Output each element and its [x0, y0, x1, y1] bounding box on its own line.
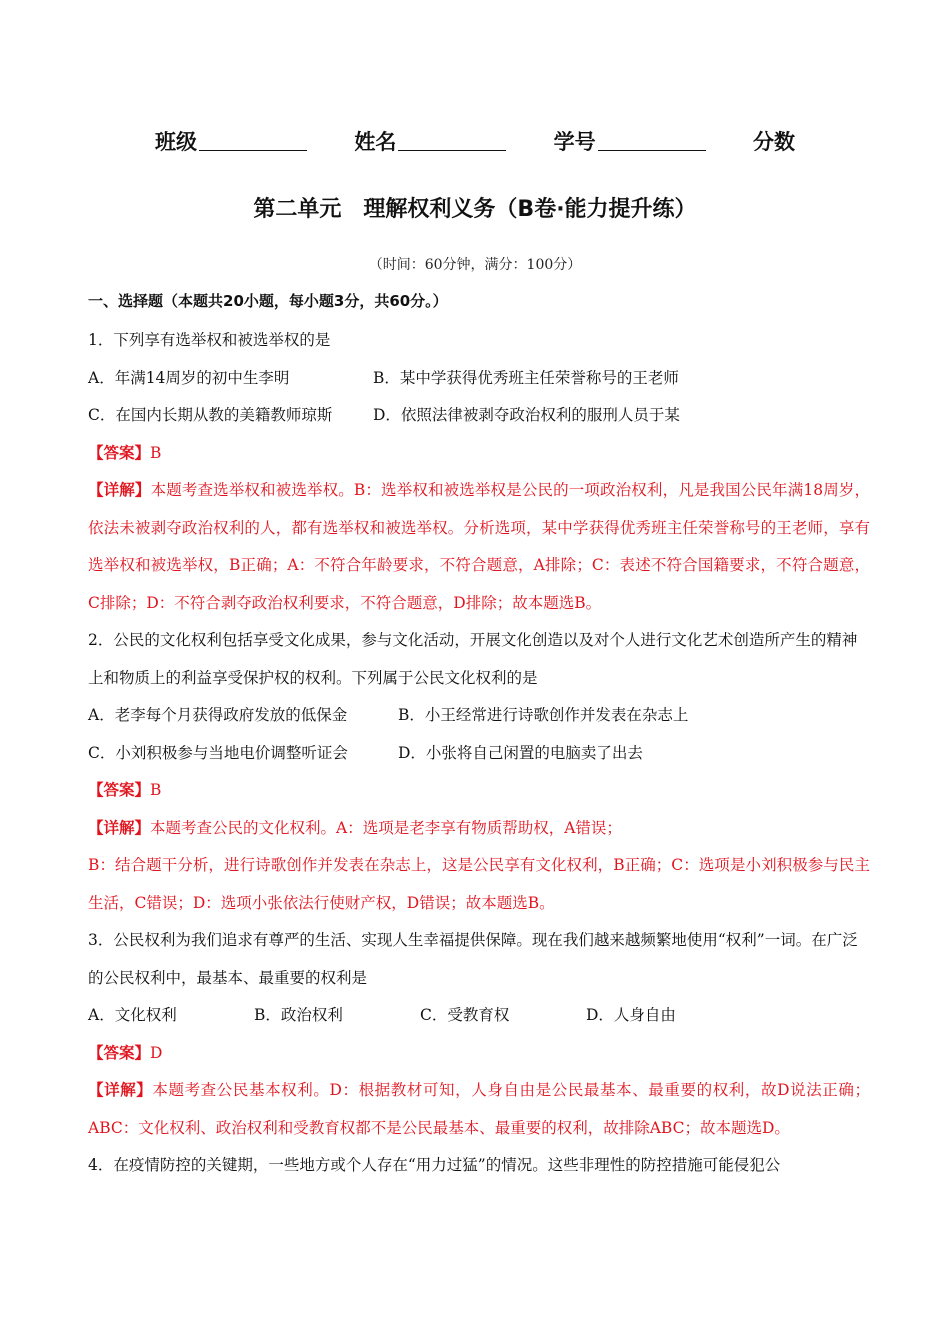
answer-tag: 【答案】 [88, 781, 151, 799]
answer-value: B [150, 781, 162, 799]
document-title: 第二单元 理解权利义务（B卷·能力提升练） [253, 197, 697, 222]
section-heading: 一、选择题（本题共20小题，每小题3分，共60分。） [88, 292, 448, 310]
name-label: 姓名 [354, 130, 397, 154]
analysis-text: 本题考查选举权和被选举权。B：选举权和被选举权是公民的一项政治权利，凡是我国公民年满18周岁，依法未被剥夺政治权利的人，都有选举权和被选举权。分析选项，某中学获得优秀班主任荣誉称号的王老师，享有选举权和被选举权，B正确；A：不符合年龄要求，不符合题意，A排除；C：表述不符合国籍要求，不符合题意，C排除；D：不符合剥夺政治权利要求，不符合题意，D排除；故本题选B。 [88, 481, 870, 612]
class-label: 班级 [155, 130, 198, 154]
answer-line [88, 1035, 870, 1073]
option-a: A．年满14周岁的初中生李明 [88, 368, 290, 387]
option-c: C．在国内长期从教的美籍教师琼斯 [88, 406, 333, 424]
name-field[interactable] [354, 126, 506, 156]
time-and-score-note: （时间：60分钟，满分：100分） [368, 257, 582, 273]
option-b: B．某中学获得优秀班主任荣誉称号的王老师 [373, 368, 679, 387]
question-stem: 1．下列享有选举权和被选举权的是 [88, 331, 331, 349]
option-d: D．小张将自己闲置的电脑卖了出去 [398, 743, 643, 762]
question-4 [88, 1147, 870, 1185]
question-stem: 3．公民权利为我们追求有尊严的生活、实现人生幸福提供保障。现在我们越来越频繁地使用“权利”一词。在广泛的公民权利中，最基本、最重要的权利是 [88, 931, 858, 987]
answer-line [88, 772, 870, 810]
option-b: B．小王经常进行诗歌创作并发表在杂志上 [398, 706, 689, 724]
analysis-tag: 【详解】 [88, 818, 151, 837]
student-id-field[interactable] [554, 126, 706, 156]
answer-tag: 【答案】 [88, 1043, 151, 1062]
analysis-paragraph [88, 1072, 870, 1147]
answer-value: D [150, 1043, 163, 1062]
analysis-paragraph [88, 472, 870, 622]
answer-line [88, 435, 870, 473]
analysis-text: 本题考查公民的文化权利。A：选项是老李享有物质帮助权，A错误； [150, 818, 622, 837]
options-row [88, 397, 870, 435]
analysis-paragraph-continued: B：结合题干分析，进行诗歌创作并发表在杂志上，这是公民享有文化权利，B正确；C：选项是小刘积极参与民主生活，C错误；D：选项小张依法行使财产权，D错误；故本题选B。 [88, 856, 870, 912]
question-1 [88, 322, 870, 622]
student-id-label: 学号 [553, 130, 596, 154]
question-stem: 4．在疫情防控的关键期，一些地方或个人存在“用力过猛”的情况。这些非理性的防控措施可能侵犯公 [88, 1156, 781, 1174]
option-c: C．受教育权 [420, 1006, 510, 1024]
name-blank[interactable] [398, 130, 506, 151]
options-row [88, 360, 870, 398]
class-field[interactable] [155, 126, 307, 156]
options-row [88, 697, 870, 735]
options-row [88, 997, 870, 1035]
class-blank[interactable] [199, 130, 307, 151]
student-id-blank[interactable] [598, 130, 706, 151]
score-label: 分数 [752, 130, 795, 154]
option-d: D．依照法律被剥夺政治权利的服刑人员于某 [373, 406, 680, 424]
options-row [88, 735, 870, 773]
analysis-text: 本题考查公民基本权利。D：根据教材可知，人身自由是公民最基本、最重要的权利，故D说法正确；ABC：文化权利、政治权利和受教育权都不是公民最基本、最重要的权利，故排除ABC；故本题选D。 [88, 1081, 870, 1137]
analysis-paragraph [88, 810, 870, 848]
student-info-line [0, 126, 950, 156]
option-a: A．老李每个月获得政府发放的低保金 [88, 706, 348, 724]
document-body [88, 286, 870, 1185]
question-stem: 2．公民的文化权利包括享受文化成果，参与文化活动，开展文化创造以及对个人进行文化艺术创造所产生的精神上和物质上的利益享受保护权的权利。下列属于公民文化权利的是 [88, 631, 858, 687]
answer-value: B [150, 443, 162, 462]
option-b: B．政治权利 [254, 1006, 343, 1024]
analysis-tag: 【详解】 [88, 1081, 153, 1099]
score-field [753, 126, 795, 156]
option-c: C．小刘积极参与当地电价调整听证会 [88, 743, 348, 762]
question-2 [88, 622, 870, 922]
analysis-tag: 【详解】 [88, 481, 151, 499]
option-d: D．人身自由 [586, 1006, 676, 1024]
option-a: A．文化权利 [88, 1006, 177, 1024]
question-3 [88, 922, 870, 1147]
answer-tag: 【答案】 [88, 443, 151, 462]
